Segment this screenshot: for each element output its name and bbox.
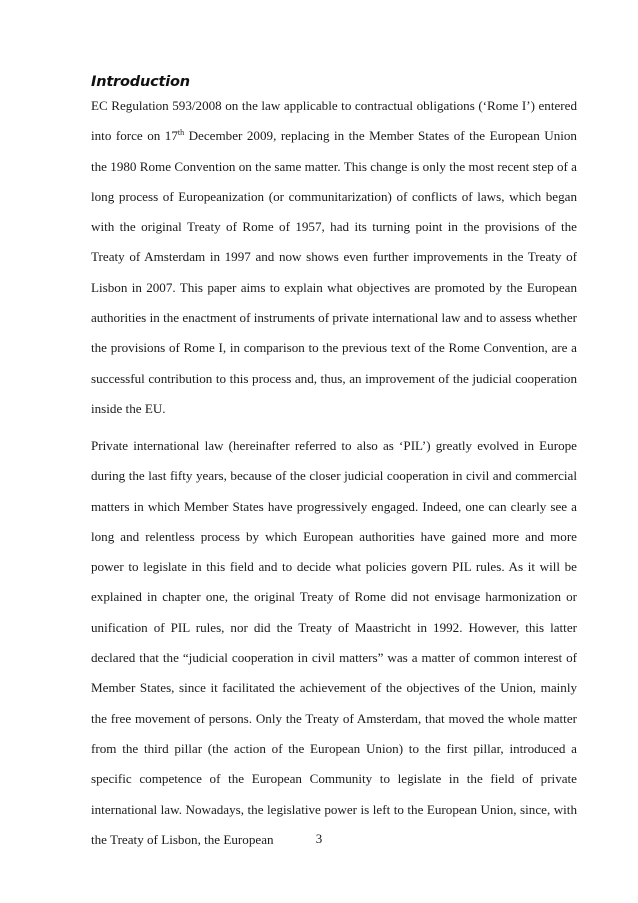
paragraph-2: Private international law (hereinafter referred to also as ‘PIL’) greatly evolved in Europe during the last fifty years, because of the closer judicial cooperation in civil and commercial matters in which Member States have progressively engaged. Indeed, one can clearly see a long and relentless process by which European authorities have gained more and more power to legislate in this field and to decide what policies govern PIL rules. As it will be explained in chapter one, the original Treaty of Rome did not envisage harmonization or unification of PIL rules, nor did the Treaty of Maastricht in 1992. However, this latter declared that the “judicial cooperation in civil matters” was a matter of common interest of Member States, since it facilitated the achievement of the objectives of the Union, mainly the free movement of persons. Only the Treaty of Amsterdam, that moved the whole matter from the third pillar (the action of the European Union) to the first pillar, introduced a specific competence of the European Community to legislate in the field of private international law. Nowadays, the legislative power is left to the European Union, since, with the Treaty of Lisbon, the European [91,438,577,847]
paragraph-1-text-end: December 2009, replacing in the Member States of the European Union the 1980 Rome Convention on the same matter. This change is only the most recent step of a long process of Europeanization (or communitarization) of conflicts of laws, which began with the original Treaty of Rome of 1957, had its turning point in the provisions of the Treaty of Amsterdam in 1997 and now shows even further improvements in the Treaty of Lisbon in 2007. This paper aims to explain what objectives are promoted by the European authorities in the enactment of instruments of private international law and to assess whether the provisions of Rome I, in comparison to the previous text of the Rome Convention, are a successful contribution to this process and, thus, an improvement of the judicial cooperation inside the EU. [91,128,577,416]
paragraph-1-text-start: EC Regulation 593/2008 on the law applicable to contractual obligations (‘Rome I’) entered into force on 17 [91,98,577,144]
paragraph-1 [91,91,577,424]
section-heading: Introduction [91,74,190,90]
ordinal-superscript: th [177,128,185,138]
page-number: 3 [315,831,323,846]
